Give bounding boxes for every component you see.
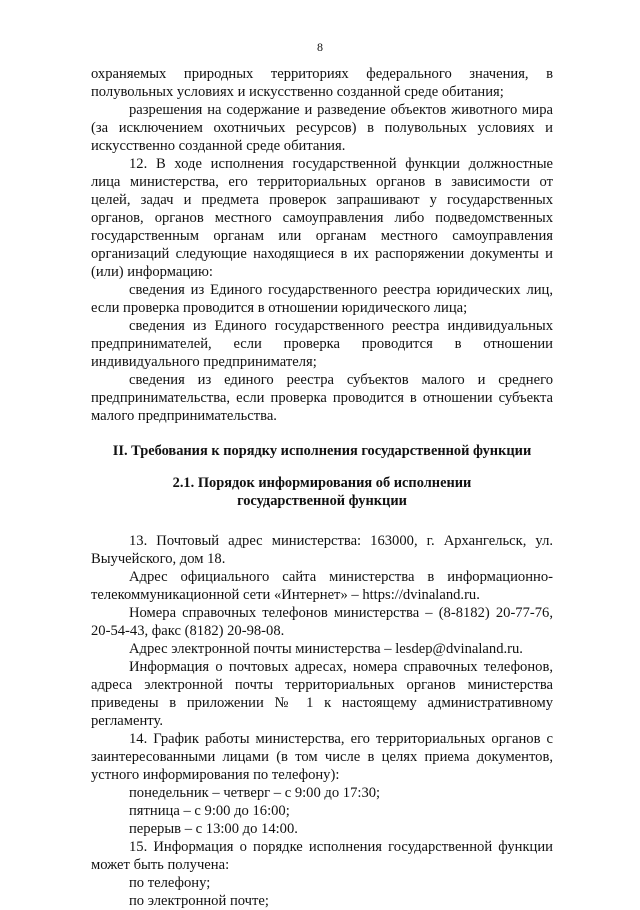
paragraph: по электронной почте; [129,893,269,909]
paragraph: 13. Почтовый адрес министерства: 163000, г. Архангельск, ул. Выучейского, дом 18. [91,533,553,567]
paragraph: пятница – с 9:00 до 16:00; [129,803,290,819]
subsection-heading-line: 2.1. Порядок информирования об исполнении [172,475,472,491]
paragraph: Адрес официального сайта министерства в информационно-телекоммуникационной сети «Интернет» – https://dvinaland.ru. [91,569,553,603]
paragraph: разрешения на содержание и разведение объектов животного мира (за исключением охотничьих ресурсов) в полувольных условиях и искусственно созданной среде обитания. [91,102,553,154]
paragraph: 12. В ходе исполнения государственной функции должностные лица министерства, его территориальных органов в зависимости от целей, задач и предмета проверок запрашивают у государственных органов, органов местного самоуправления либо подведомственных государственным органам или органам местного самоуправления организаций следующие находящиеся в их распоряжении документы и (или) информацию: [91,156,553,280]
section-heading: II. Требования к порядку исполнения государственной функции [112,443,532,459]
paragraph: охраняемых природных территориях федерального значения, в полувольных условиях и искусственно созданной среде обитания; [91,66,553,100]
paragraph: перерыв – с 13:00 до 14:00. [129,821,298,837]
subsection-heading-line: государственной функции [237,493,407,509]
paragraph: сведения из Единого государственного реестра юридических лиц, если проверка проводится в отношении юридического лица; [91,282,553,316]
paragraph: Информация о почтовых адресах, номера справочных телефонов, адреса электронной почты территориальных органов министерства приведены в приложении № 1 к настоящему административному регламенту. [91,659,553,729]
paragraph: сведения из Единого государственного реестра индивидуальных предпринимателей, если проверка проводится в отношении индивидуального предпринимателя; [91,318,553,370]
paragraph: 14. График работы министерства, его территориальных органов с заинтересованными лицами (в том числе в целях приема документов, устного информирования по телефону): [91,731,553,783]
paragraph: по телефону; [129,875,211,891]
page-number: 8 [317,40,323,54]
paragraph: сведения из единого реестра субъектов малого и среднего предпринимательства, если проверка проводится в отношении субъекта малого предпринимательства. [91,372,553,424]
paragraph: 15. Информация о порядке исполнения государственной функции может быть получена: [91,839,553,873]
document-body [91,65,553,910]
paragraph: Адрес электронной почты министерства – lesdep@dvinaland.ru. [129,641,523,657]
subsection-heading [91,474,553,510]
paragraph: понедельник – четверг – с 9:00 до 17:30; [129,785,381,801]
paragraph: Номера справочных телефонов министерства – (8-8182) 20-77-76, 20-54-43, факс (8182) 20-98-08. [91,605,553,639]
